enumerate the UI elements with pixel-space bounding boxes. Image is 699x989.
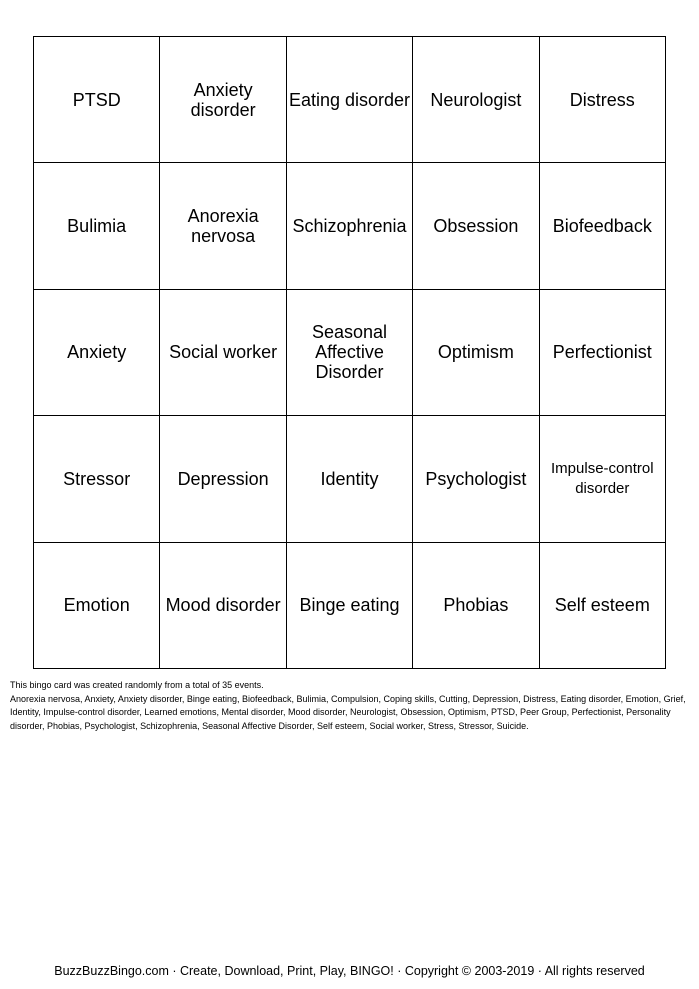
events-note-intro: This bingo card was created randomly from a total of 35 events. (10, 680, 264, 690)
bingo-cell: Perfectionist (540, 290, 666, 416)
bingo-cell: Depression (160, 416, 286, 542)
page-footer: BuzzBuzzBingo.com · Create, Download, Print, Play, BINGO! · Copyright © 2003-2019 · All rights reserved (54, 964, 645, 978)
bingo-cell: Stressor (34, 416, 160, 542)
bingo-cell: Distress (540, 37, 666, 163)
bingo-cell: Psychologist (413, 416, 539, 542)
bingo-cell: Obsession (413, 163, 539, 289)
bingo-cell: Phobias (413, 543, 539, 669)
bingo-cell: Impulse-control disorder (540, 416, 666, 542)
bingo-cell: Eating disorder (287, 37, 413, 163)
bingo-cell: Emotion (34, 543, 160, 669)
bingo-cell: Neurologist (413, 37, 539, 163)
events-note-list: Anorexia nervosa, Anxiety, Anxiety disorder, Binge eating, Biofeedback, Bulimia, Compulsion, Coping skills, Cutting, Depression, Distress, Eating disorder, Emotion, Grief, Identity, Impulse-control disorder, Learned emotions, Mental disorder, Mood disorder, Neurologist, Obsession, Optimism, PTSD, Peer Group, Perfectionist, Personality disorder, Phobias, Psychologist, Schizophrenia, Seasonal Affective Disorder, Self esteem, Social worker, Stress, Stressor, Suicide. (10, 693, 686, 731)
bingo-card (33, 36, 666, 669)
bingo-cell: Biofeedback (540, 163, 666, 289)
bingo-cell: Self esteem (540, 543, 666, 669)
bingo-cell: Seasonal Affective Disorder (287, 290, 413, 416)
bingo-cell: PTSD (34, 37, 160, 163)
bingo-cell: Identity (287, 416, 413, 542)
bingo-cell: Optimism (413, 290, 539, 416)
events-note (10, 679, 690, 733)
bingo-cell: Schizophrenia (287, 163, 413, 289)
bingo-cell: Anxiety disorder (160, 37, 286, 163)
bingo-cell: Anxiety (34, 290, 160, 416)
bingo-cell: Mood disorder (160, 543, 286, 669)
bingo-cell: Social worker (160, 290, 286, 416)
bingo-cell: Binge eating (287, 543, 413, 669)
bingo-cell: Anorexia nervosa (160, 163, 286, 289)
bingo-cell: Bulimia (34, 163, 160, 289)
